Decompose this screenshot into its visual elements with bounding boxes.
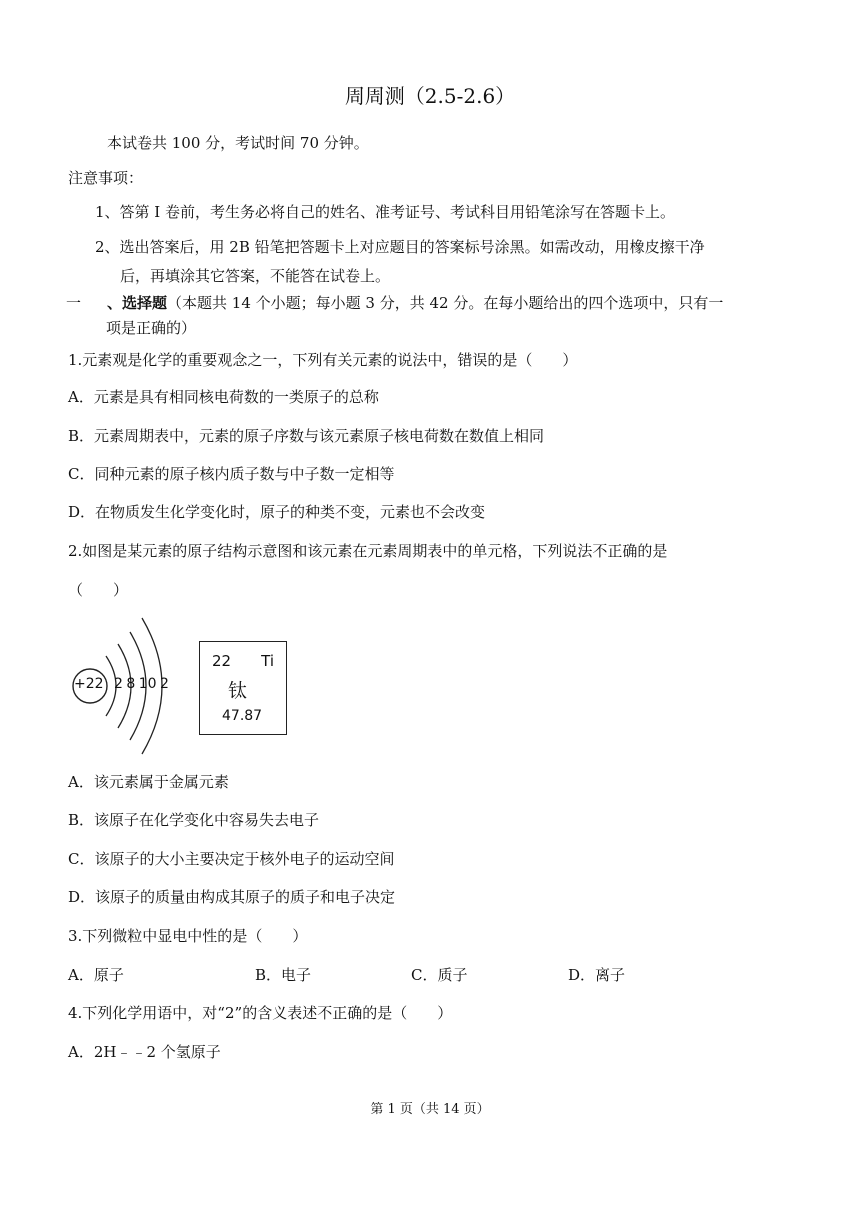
q3-option-b: B．电子	[255, 966, 312, 984]
q3-option-d: D．离子	[568, 966, 626, 984]
question-4-stem: 4.下列化学用语中，对“2”的含义表述不正确的是（ ）	[68, 1004, 453, 1022]
atomic-number: 22	[212, 652, 232, 670]
question-3-stem: 3.下列微粒中显电中性的是（ ）	[68, 927, 308, 945]
q1-option-c: C．同种元素的原子核内质子数与中子数一定相等	[68, 465, 395, 483]
q2-option-b: B．该原子在化学变化中容易失去电子	[68, 811, 320, 829]
question-1-stem: 1.元素观是化学的重要观念之一，下列有关元素的说法中，错误的是（ ）	[68, 351, 578, 369]
atomic-structure-diagram	[66, 608, 186, 772]
note-item-continued: 后，再填涂其它答案，不能答在试卷上。	[120, 267, 391, 285]
periodic-table-cell	[199, 641, 287, 735]
question-2-stem: 2.如图是某元素的原子结构示意图和该元素在元素周期表中的单元格，下列说法不正确的是	[68, 542, 668, 560]
q2-option-a: A．该元素属于金属元素	[68, 773, 229, 791]
q1-option-a: A．元素是具有相同核电荷数的一类原子的总称	[68, 388, 379, 406]
element-name: 钛	[228, 680, 248, 702]
exam-intro: 本试卷共 100 分，考试时间 70 分钟。	[107, 134, 369, 152]
q4-option-a: A．2H﹣﹣2 个氢原子	[68, 1043, 221, 1061]
shell-electron-counts: 2 8 10 2	[114, 676, 169, 692]
q3-option-c: C．质子	[411, 966, 468, 984]
page-title: 周周测（2.5-2.6）	[344, 84, 516, 108]
notes-heading: 注意事项：	[68, 169, 144, 187]
q3-option-a: A．原子	[68, 966, 124, 984]
q1-option-b: B．元素周期表中，元素的原子序数与该元素原子核电荷数在数值上相同	[68, 427, 545, 445]
element-symbol: Ti	[261, 652, 274, 670]
q2-option-c: C．该原子的大小主要决定于核外电子的运动空间	[68, 850, 395, 868]
note-item: 2、选出答案后，用 2B 铅笔把答题卡上对应题目的答案标号涂黑。如需改动，用橡皮擦干净	[95, 238, 705, 256]
section-number: 一	[66, 294, 82, 312]
section-desc: （本题共 14 个小题；每小题 3 分，共 42 分。在每小题给出的四个选项中，只有一	[167, 294, 724, 312]
question-2-stem-bracket: （ ）	[68, 581, 129, 599]
q1-option-d: D．在物质发生化学变化时，原子的种类不变，元素也不会改变	[68, 503, 486, 521]
q2-option-d: D．该原子的质量由构成其原子的质子和电子决定	[68, 888, 396, 906]
section-label: 、选择题	[107, 294, 168, 312]
page-footer: 第 1 页（共 14 页）	[370, 1102, 490, 1117]
note-item: 1、答第 I 卷前，考生务必将自己的姓名、准考证号、考试科目用铅笔涂写在答题卡上。	[95, 203, 676, 221]
section-heading	[66, 293, 723, 313]
nucleus-charge: +22	[74, 676, 104, 692]
atomic-mass: 47.87	[222, 708, 263, 724]
section-desc-continued: 项是正确的）	[106, 319, 197, 337]
